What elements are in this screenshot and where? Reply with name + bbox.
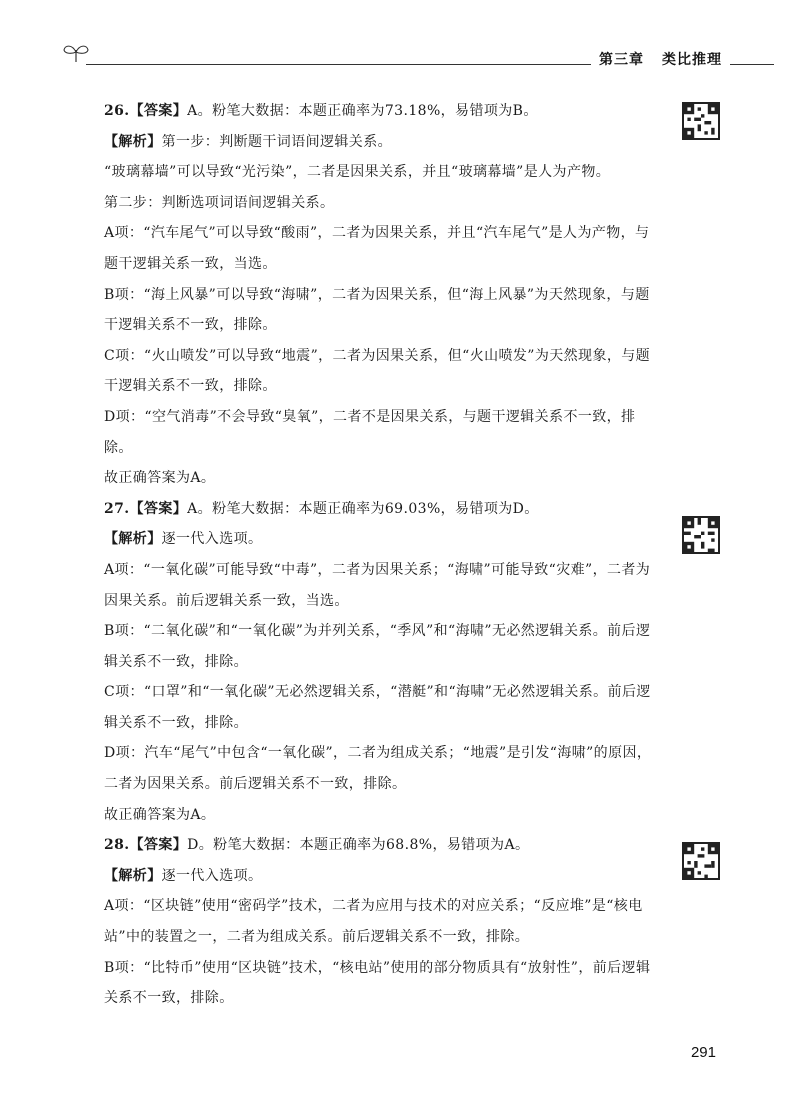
section-title: 类比推理 bbox=[662, 52, 722, 68]
option-b-paragraph: B项：“海上风暴”可以导致“海啸”，二者为因果关系，但“海上风暴”为天然现象，与题干逻辑关系不一致，排除。 bbox=[104, 286, 650, 334]
answer-label: 28.【答案】 bbox=[104, 837, 188, 854]
answer-line-q28 bbox=[104, 830, 660, 861]
leaf-sprout-icon bbox=[62, 42, 90, 64]
chapter-number: 第三章 bbox=[599, 52, 644, 68]
page-header bbox=[58, 40, 774, 70]
qr-pattern-icon bbox=[684, 104, 718, 138]
chapter-title bbox=[591, 49, 730, 69]
option-a-paragraph: A项：“一氧化碳”可能导致“中毒”，二者为因果关系；“海啸”可能导致“灾难”，二者为因果关系。前后逻辑关系一致，当选。 bbox=[104, 561, 651, 609]
answer-explanations bbox=[104, 96, 660, 1014]
qr-pattern-icon bbox=[684, 518, 718, 552]
option-b-paragraph: B项：“比特币”使用“区块链”技术，“核电站”使用的部分物质具有“放射性”，前后逻辑关系不一致，排除。 bbox=[104, 959, 651, 1007]
option-d-paragraph: D项：“空气消毒”不会导致“臭氧”，二者不是因果关系，与题干逻辑关系不一致，排除。 bbox=[104, 408, 636, 456]
analysis-line bbox=[104, 127, 660, 158]
analysis-label: 【解析】 bbox=[104, 133, 162, 150]
option-a-paragraph: A项：“汽车尾气”可以导致“酸雨”，二者为因果关系，并且“汽车尾气”是人为产物，与题干逻辑关系一致，当选。 bbox=[104, 225, 650, 272]
qr-code-icon[interactable] bbox=[682, 102, 720, 140]
analysis-line bbox=[104, 524, 660, 555]
page-number: 291 bbox=[690, 1044, 716, 1061]
analysis-text: 第一步：判断题干词语间逻辑关系。 bbox=[161, 133, 393, 150]
analysis-text: 逐一代入选项。 bbox=[161, 531, 263, 548]
answer-label: 27.【答案】 bbox=[104, 500, 188, 517]
answer-line-q26 bbox=[104, 96, 660, 127]
answer-line-q27 bbox=[104, 494, 660, 525]
answer-label: 26.【答案】 bbox=[104, 103, 188, 119]
option-b-paragraph: B项：“二氧化碳”和“一氧化碳”为并列关系，“季风”和“海啸”无必然逻辑关系。前后逻辑关系不一致，排除。 bbox=[104, 623, 651, 670]
analysis-line bbox=[104, 861, 660, 892]
answer-text: A。粉笔大数据：本题正确率为73.18%，易错项为B。 bbox=[187, 103, 538, 119]
qr-pattern-icon bbox=[684, 844, 718, 878]
analysis-text: 逐一代入选项。 bbox=[161, 867, 263, 884]
option-c-paragraph: C项：“口罩”和“一氧化碳”无必然逻辑关系，“潜艇”和“海啸”无必然逻辑关系。前后逻辑关系不一致，排除。 bbox=[104, 684, 651, 731]
explanation-paragraph: 第二步：判断选项词语间逻辑关系。 bbox=[104, 194, 335, 211]
conclusion-paragraph: 故正确答案为A。 bbox=[104, 806, 216, 823]
answer-text: A。粉笔大数据：本题正确率为69.03%，易错项为D。 bbox=[187, 500, 539, 517]
option-d-paragraph: D项：汽车“尾气”中包含“一氧化碳”，二者为组成关系；“地震”是引发“海啸”的原因，二者为因果关系。前后逻辑关系不一致，排除。 bbox=[104, 745, 652, 793]
analysis-label: 【解析】 bbox=[104, 867, 162, 884]
analysis-label: 【解析】 bbox=[104, 531, 162, 548]
answer-text: D。粉笔大数据：本题正确率为68.8%，易错项为A。 bbox=[187, 837, 530, 854]
qr-code-icon[interactable] bbox=[682, 842, 720, 880]
qr-code-icon[interactable] bbox=[682, 516, 720, 554]
explanation-paragraph: “玻璃幕墙”可以导致“光污染”，二者是因果关系，并且“玻璃幕墙”是人为产物。 bbox=[104, 164, 611, 181]
conclusion-paragraph: 故正确答案为A。 bbox=[104, 470, 216, 487]
option-c-paragraph: C项：“火山喷发”可以导致“地震”，二者为因果关系，但“火山喷发”为天然现象，与题干逻辑关系不一致，排除。 bbox=[104, 347, 651, 395]
option-a-paragraph: A项：“区块链”使用“密码学”技术，二者为应用与技术的对应关系；“反应堆”是“核电站”中的装置之一，二者为组成关系。前后逻辑关系不一致，排除。 bbox=[104, 898, 643, 946]
